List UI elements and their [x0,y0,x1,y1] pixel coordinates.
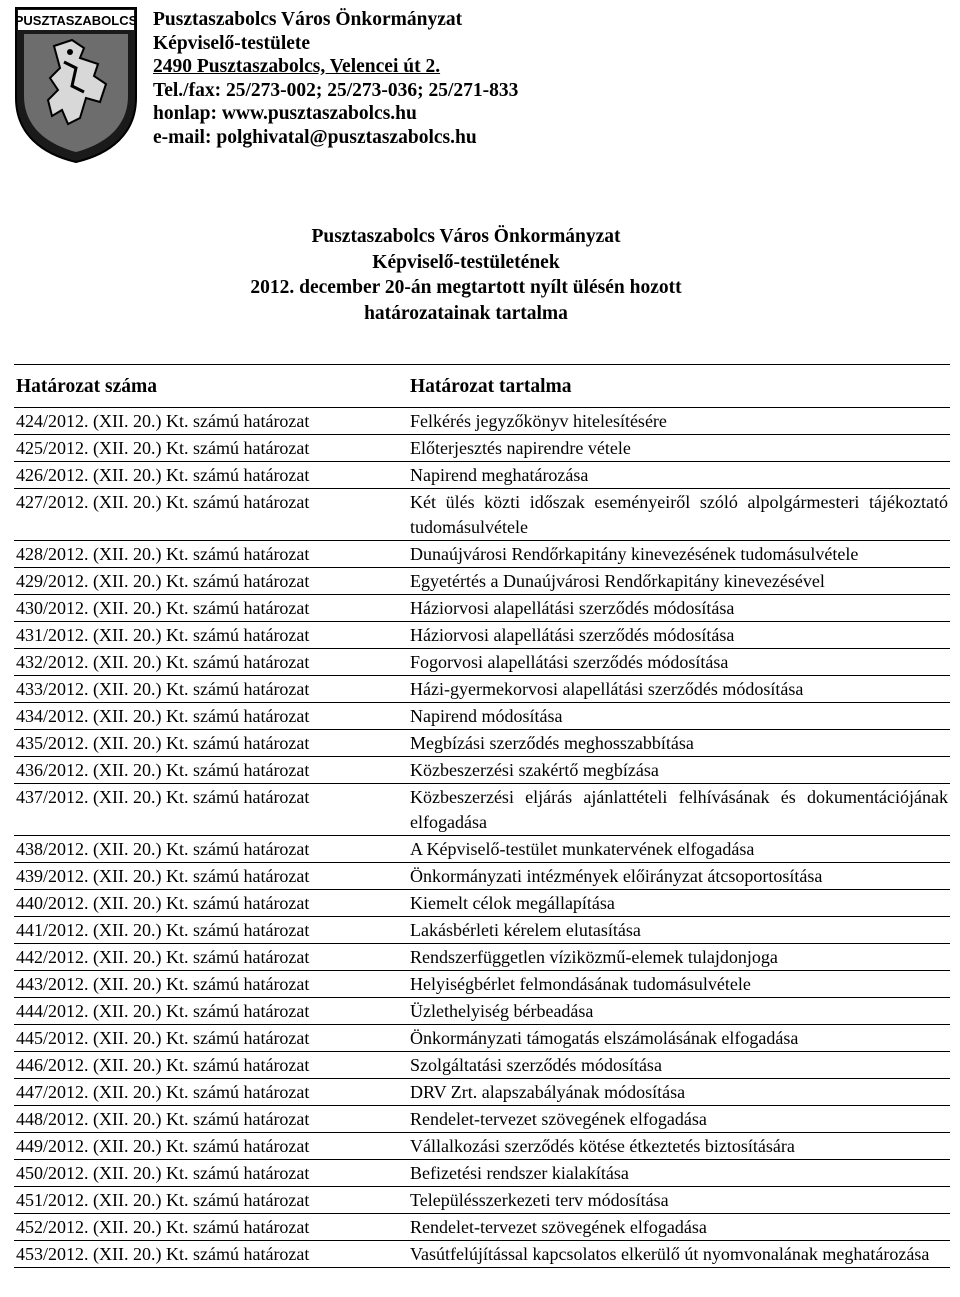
letterhead-phone: Tel./fax: 25/273-002; 25/273-036; 25/271-833 [153,79,519,101]
letterhead-org: Pusztaszabolcs Város Önkormányzat [153,9,463,30]
resolution-content: Előterjesztés napirendre vétele [410,438,631,458]
resolution-number: 436/2012. (XII. 20.) Kt. számú határozat [16,760,310,780]
title-line-1: Pusztaszabolcs Város Önkormányzat [311,226,621,247]
resolutions-table [14,364,950,1268]
resolution-content: Kiemelt célok megállapítása [410,893,615,913]
resolution-content: Fogorvosi alapellátási szerződés módosítása [410,652,729,672]
resolution-content: Napirend módosítása [410,706,563,726]
table-row [14,676,950,703]
table-row [14,757,950,784]
table-row [14,1052,950,1079]
resolution-content: Rendelet-tervezet szövegének elfogadása [410,1109,707,1129]
resolution-content: Felkérés jegyzőkönyv hitelesítésére [410,411,667,431]
resolution-number: 429/2012. (XII. 20.) Kt. számú határozat [16,571,310,591]
resolution-content: Két ülés közti időszak eseményeiről szóló alpolgármesteri tájékoztató tudomásulvétele [410,492,948,537]
resolution-content: Egyetértés a Dunaújvárosi Rendőrkapitány kinevezésével [410,571,825,591]
resolution-number: 439/2012. (XII. 20.) Kt. számú határozat [16,866,310,886]
resolution-number: 433/2012. (XII. 20.) Kt. számú határozat [16,679,310,699]
table-row [14,836,950,863]
resolution-number: 445/2012. (XII. 20.) Kt. számú határozat [16,1028,310,1048]
title-line-3: 2012. december 20-án megtartott nyílt ülésén hozott [250,277,682,298]
resolution-content: Vállalkozási szerződés kötése étkeztetés biztosítására [410,1136,795,1156]
resolution-number: 440/2012. (XII. 20.) Kt. számú határozat [16,893,310,913]
resolution-content: Önkormányzati támogatás elszámolásának elfogadása [410,1028,799,1048]
table-row [14,730,950,757]
header-content: Határozat tartalma [410,376,572,397]
resolution-number: 442/2012. (XII. 20.) Kt. számú határozat [16,947,310,967]
table-row [14,435,950,462]
resolution-number: 434/2012. (XII. 20.) Kt. számú határozat [16,706,310,726]
table-row [14,1106,950,1133]
table-row [14,1025,950,1052]
resolution-content: Megbízási szerződés meghosszabbítása [410,733,694,753]
resolution-number: 444/2012. (XII. 20.) Kt. számú határozat [16,1001,310,1021]
resolution-content: Háziorvosi alapellátási szerződés módosítása [410,598,735,618]
table-row [14,917,950,944]
table-row [14,408,950,435]
table-row [14,462,950,489]
resolution-content: A Képviselő-testület munkatervének elfogadása [410,839,755,859]
resolution-content: Házi-gyermekorvosi alapellátási szerződés módosítása [410,679,804,699]
table-body [14,408,950,1268]
letterhead-address: 2490 Pusztaszabolcs, Velencei út 2. [153,56,441,78]
table-header [14,364,950,408]
table-row [14,1160,950,1187]
table-row [14,1133,950,1160]
resolution-content: Lakásbérleti kérelem elutasítása [410,920,641,940]
resolution-number: 430/2012. (XII. 20.) Kt. számú határozat [16,598,310,618]
table-row [14,541,950,568]
table-row [14,703,950,730]
resolution-number: 446/2012. (XII. 20.) Kt. számú határozat [16,1055,310,1075]
header-number: Határozat száma [16,376,157,397]
resolution-content: Közbeszerzési szakértő megbízása [410,760,659,780]
table-row [14,568,950,595]
resolution-content: Háziorvosi alapellátási szerződés módosítása [410,625,735,645]
table-row [14,998,950,1025]
letterhead-body: Képviselő-testülete [153,32,311,54]
table-row [14,1214,950,1241]
table-row [14,1187,950,1214]
resolution-content: Vasútfelújítással kapcsolatos elkerülő út nyomvonalának meghatározása [410,1244,930,1264]
letterhead-email[interactable]: e-mail: polghivatal@pusztaszabolcs.hu [153,126,477,148]
resolution-content: Rendszerfüggetlen víziközmű-elemek tulajdonjoga [410,947,778,967]
resolution-number: 447/2012. (XII. 20.) Kt. számú határozat [16,1082,310,1102]
title-line-4: határozatainak tartalma [364,302,568,324]
document-title [0,224,932,326]
resolution-number: 426/2012. (XII. 20.) Kt. számú határozat [16,465,310,485]
resolution-content: DRV Zrt. alapszabályának módosítása [410,1082,686,1102]
resolution-number: 451/2012. (XII. 20.) Kt. számú határozat [16,1190,310,1210]
resolution-content: Településszerkezeti terv módosítása [410,1190,669,1210]
resolution-number: 425/2012. (XII. 20.) Kt. számú határozat [16,438,310,458]
resolution-content: Közbeszerzési eljárás ajánlattételi felhívásának és dokumentációjának elfogadása [410,787,948,832]
letterhead-website[interactable]: honlap: www.pusztaszabolcs.hu [153,103,417,125]
table-row [14,622,950,649]
resolution-number: 424/2012. (XII. 20.) Kt. számú határozat [16,411,310,431]
resolution-number: 435/2012. (XII. 20.) Kt. számú határozat [16,733,310,753]
resolution-content: Befizetési rendszer kialakítása [410,1163,629,1183]
letterhead [153,8,518,150]
resolution-number: 453/2012. (XII. 20.) Kt. számú határozat [16,1244,310,1264]
table-row [14,944,950,971]
resolution-number: 432/2012. (XII. 20.) Kt. számú határozat [16,652,310,672]
resolution-number: 438/2012. (XII. 20.) Kt. számú határozat [16,839,310,859]
resolution-content: Helyiségbérlet felmondásának tudomásulvétele [410,974,751,994]
resolution-content: Rendelet-tervezet szövegének elfogadása [410,1217,707,1237]
crest-logo [14,6,138,164]
resolution-number: 448/2012. (XII. 20.) Kt. számú határozat [16,1109,310,1129]
table-row [14,595,950,622]
resolution-number: 441/2012. (XII. 20.) Kt. számú határozat [16,920,310,940]
table-row [14,1079,950,1106]
resolution-number: 450/2012. (XII. 20.) Kt. számú határozat [16,1163,310,1183]
resolution-number: 452/2012. (XII. 20.) Kt. számú határozat [16,1217,310,1237]
resolution-content: Napirend meghatározása [410,465,589,485]
resolution-number: 449/2012. (XII. 20.) Kt. számú határozat [16,1136,310,1156]
resolution-number: 437/2012. (XII. 20.) Kt. számú határozat [16,787,310,807]
table-row [14,489,950,541]
table-row [14,1241,950,1268]
table-row [14,863,950,890]
resolution-content: Önkormányzati intézmények előirányzat átcsoportosítása [410,866,823,886]
table-row [14,784,950,836]
resolution-number: 428/2012. (XII. 20.) Kt. számú határozat [16,544,310,564]
table-row [14,890,950,917]
title-line-2: Képviselő-testületének [372,251,560,273]
table-row [14,971,950,998]
resolution-content: Dunaújvárosi Rendőrkapitány kinevezésének tudomásulvétele [410,544,859,564]
crest-lettering: PUSZTASZABOLCS [14,13,138,28]
table-row [14,649,950,676]
resolution-number: 427/2012. (XII. 20.) Kt. számú határozat [16,492,310,512]
resolution-number: 431/2012. (XII. 20.) Kt. számú határozat [16,625,310,645]
resolution-content: Szolgáltatási szerződés módosítása [410,1055,662,1075]
resolution-content: Üzlethelyiség bérbeadása [410,1001,594,1021]
resolution-number: 443/2012. (XII. 20.) Kt. számú határozat [16,974,310,994]
